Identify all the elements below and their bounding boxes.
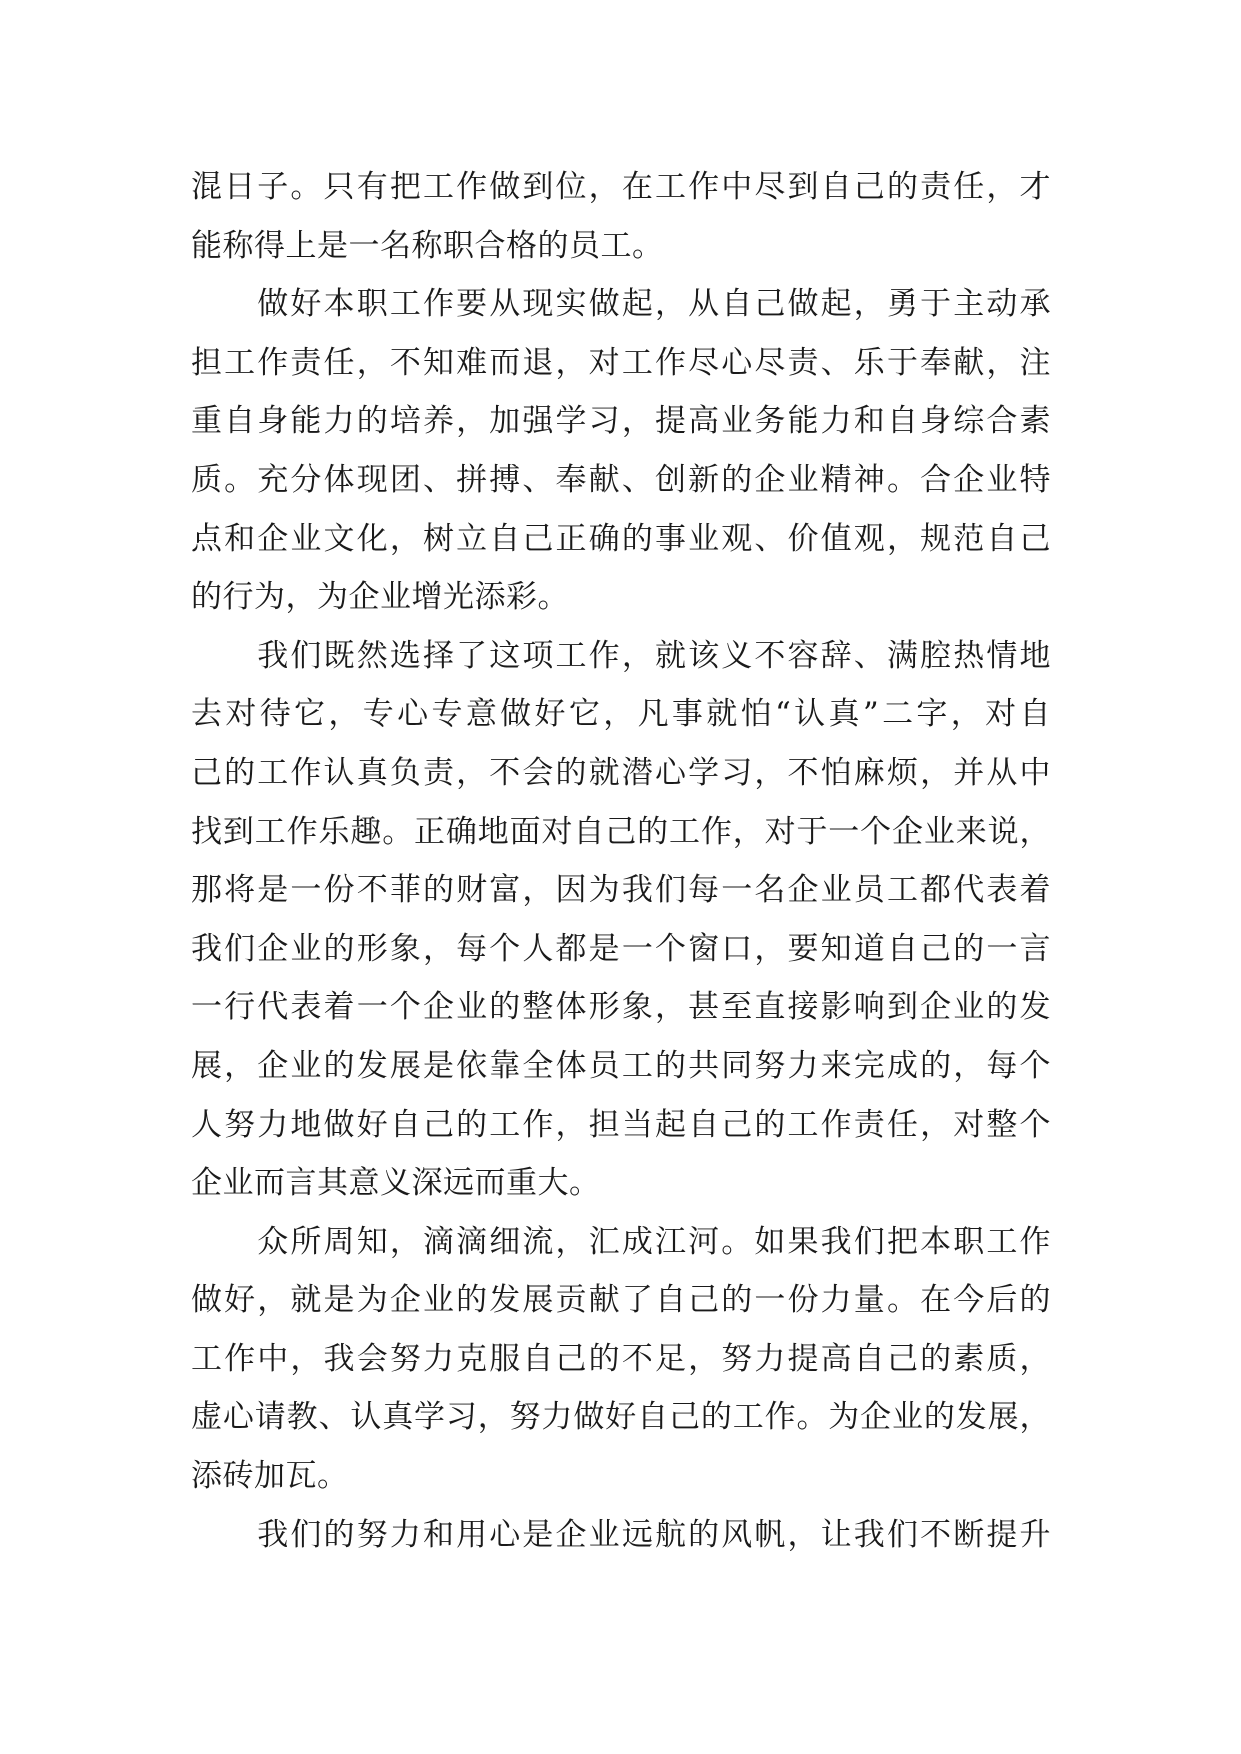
text-line: 找到工作乐趣。正确地面对自己的工作，对于一个企业来说，	[191, 813, 1051, 850]
text-line: 人努力地做好自己的工作，担当起自己的工作责任，对整个	[191, 1106, 1051, 1143]
text-line: 质。充分体现团、拼搏、奉献、创新的企业精神。合企业特	[191, 461, 1051, 498]
text-line: 做好本职工作要从现实做起，从自己做起，勇于主动承	[191, 286, 1051, 323]
text-line: 我们的努力和用心是企业远航的风帆，让我们不断提升	[191, 1516, 1051, 1553]
text-line: 混日子。只有把工作做到位，在工作中尽到自己的责任，才	[191, 169, 1051, 205]
text-line: 众所周知，滴滴细流，汇成江河。如果我们把本职工作	[191, 1223, 1051, 1260]
text-line: 重自身能力的培养，加强学习，提高业务能力和自身综合素	[191, 403, 1051, 440]
text-line: 己的工作认真负责，不会的就潜心学习，不怕麻烦，并从中	[191, 754, 1051, 791]
text-line: 添砖加瓦。	[191, 1458, 349, 1495]
text-line: 展，企业的发展是依靠全体员工的共同努力来完成的，每个	[191, 1047, 1051, 1084]
text-line: 的行为，为企业增光添彩。	[191, 579, 569, 616]
text-line: 虚心请教、认真学习，努力做好自己的工作。为企业的发展，	[191, 1399, 1051, 1436]
text-line: 去对待它，专心专意做好它，凡事就怕“认真”二字，对自	[191, 696, 1051, 733]
text-line: 能称得上是一名称职合格的员工。	[191, 227, 664, 264]
paragraph-4	[191, 1213, 1051, 1506]
paragraph-3	[191, 627, 1051, 1213]
text-line: 做好，就是为企业的发展贡献了自己的一份力量。在今后的	[191, 1282, 1051, 1319]
paragraph-1	[191, 158, 1051, 275]
text-line: 工作中，我会努力克服自己的不足，努力提高自己的素质，	[191, 1340, 1051, 1377]
body-text	[191, 158, 1051, 1564]
text-line: 我们企业的形象，每个人都是一个窗口，要知道自己的一言	[191, 930, 1051, 967]
paragraph-2	[191, 275, 1051, 627]
text-line: 我们既然选择了这项工作，就该义不容辞、满腔热情地	[191, 637, 1051, 674]
paragraph-5	[191, 1506, 1051, 1565]
text-line: 企业而言其意义深远而重大。	[191, 1165, 601, 1202]
text-line: 担工作责任，不知难而退，对工作尽心尽责、乐于奉献，注	[191, 344, 1051, 381]
text-line: 那将是一份不菲的财富，因为我们每一名企业员工都代表着	[191, 872, 1051, 909]
text-line: 点和企业文化，树立自己正确的事业观、价值观，规范自己	[191, 520, 1051, 557]
text-line: 一行代表着一个企业的整体形象，甚至直接影响到企业的发	[191, 989, 1051, 1026]
